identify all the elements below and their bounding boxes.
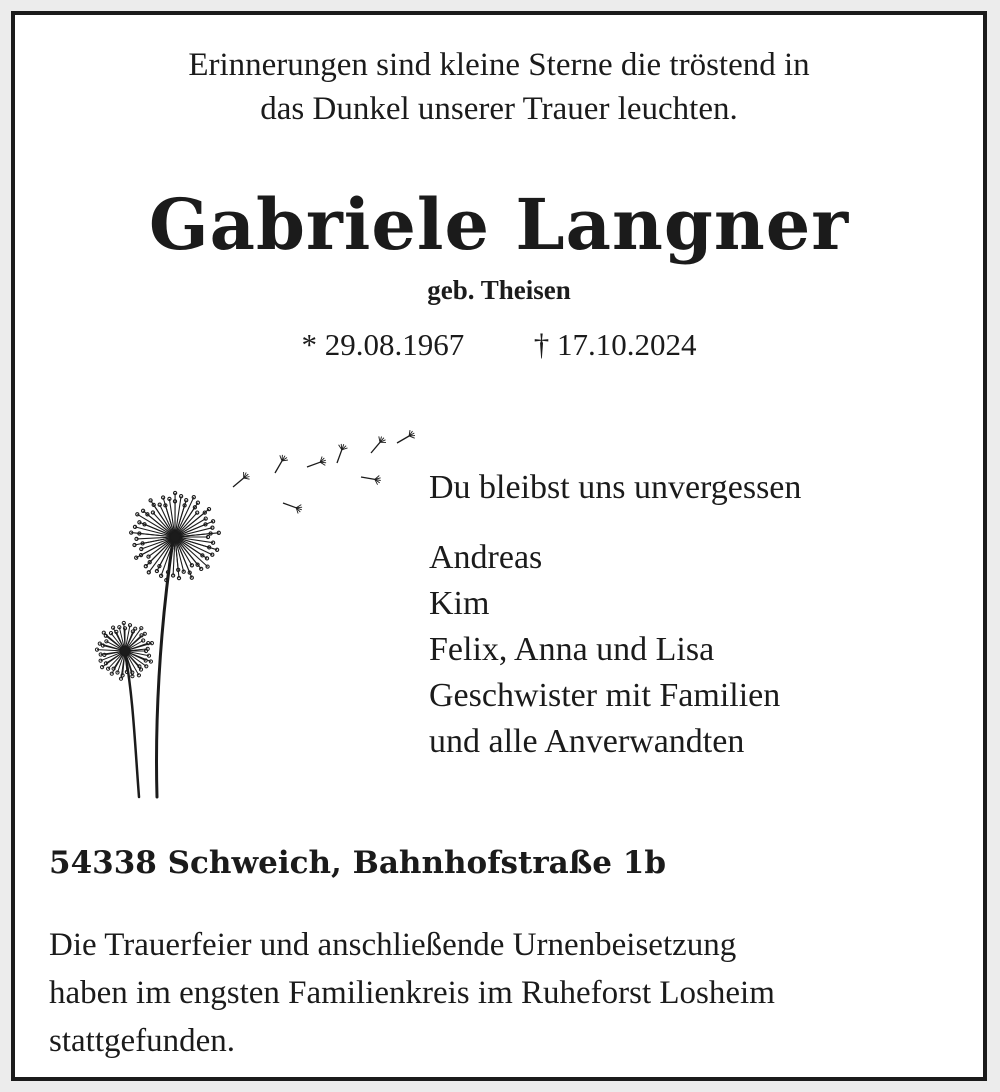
notice-line-3: stattgefunden. — [49, 1023, 236, 1059]
cross-icon: † — [533, 327, 550, 362]
mourner-4: Geschwister mit Familien — [429, 677, 781, 714]
deceased-name: Gabriele Langner — [148, 183, 850, 266]
birth-symbol: * — [301, 327, 317, 362]
notice-line-1: Die Trauerfeier und anschließende Urnenbeisetzung — [49, 927, 737, 963]
mourner-1: Andreas — [429, 539, 543, 576]
dandelion-illustration-icon — [75, 405, 415, 805]
mourner-5: und alle Anverwandten — [429, 723, 745, 760]
birth-name: geb. Theisen — [427, 275, 571, 305]
death-date: 17.10.2024 — [557, 327, 697, 362]
quote-line-1: Erinnerungen sind kleine Sterne die tröstend in — [188, 47, 810, 83]
mourner-3: Felix, Anna und Lisa — [429, 631, 715, 668]
birth-date: 29.08.1967 — [324, 327, 465, 362]
address: 54338 Schweich, Bahnhofstraße 1b — [49, 845, 667, 881]
life-dates — [15, 325, 983, 365]
message: Du bleibst uns unvergessen — [429, 469, 802, 506]
mourner-2: Kim — [429, 585, 490, 622]
notice-line-2: haben im engsten Familienkreis im Ruheforst Losheim — [49, 975, 775, 1011]
quote-line-2: das Dunkel unserer Trauer leuchten. — [260, 91, 738, 127]
obituary-card — [11, 11, 987, 1081]
